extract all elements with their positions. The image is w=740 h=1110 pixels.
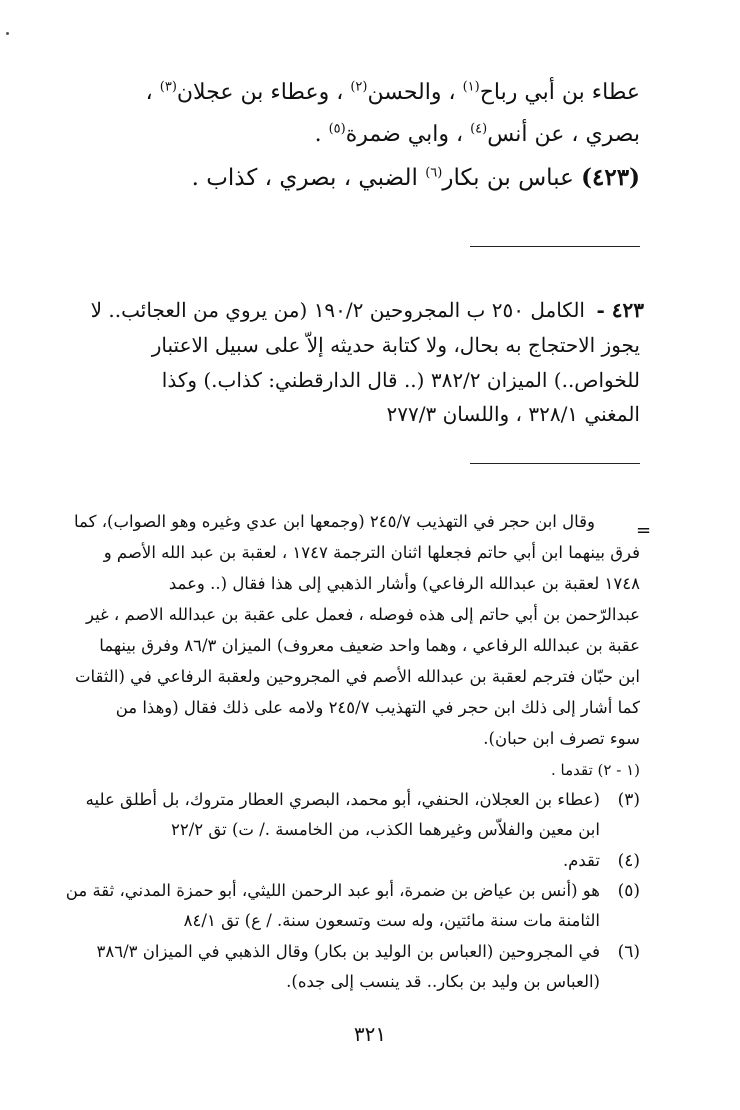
footnote-ref[interactable]: (٢) <box>350 79 368 95</box>
footnote-ref[interactable]: (٤) <box>470 121 488 137</box>
footnote-ref[interactable]: (٣) <box>159 79 177 95</box>
footnote-ref[interactable]: (١) <box>462 79 480 95</box>
main-text-segment: عباس بن بكار <box>442 165 574 191</box>
footnote-ref[interactable]: (٥) <box>328 121 346 137</box>
main-text-segment: ، والحسن <box>367 80 456 105</box>
annotation-line: الكامل ٢٥٠ ب المجروحين ١٩٠/٢ (من يروي من العجائب.. لا <box>90 298 585 322</box>
footnote-6-line: (العباس بن وليد بن بكار.. قد ينسب إلى جده). <box>286 972 600 991</box>
annotation-line: للخواص..) الميزان ٣٨٢/٢ (.. قال الدارقطني: كذاب.) وكذا <box>161 368 640 392</box>
footnote-ref[interactable]: (٦) <box>425 165 443 181</box>
footnote-3-marker: (٣) <box>617 790 640 810</box>
page-number: ٣٢١ <box>353 1022 387 1046</box>
footnote-continuation-line: وقال ابن حجر في التهذيب ٢٤٥/٧ (وجمعها ابن عدي وغيره وهو الصواب)، كما <box>74 512 595 531</box>
footnote-continuation-line: عقبة بن عبدالله الرفاعي ، وهما واحد ضعيف معروف) الميزان ٨٦/٣ وفرق بينهما <box>99 636 640 655</box>
annotation-line: المغني ٣٢٨/١ ، واللسان ٢٧٧/٣ <box>386 402 640 426</box>
separator-rule <box>470 246 640 247</box>
main-text-segment: عطاء بن أبي رباح <box>479 80 640 105</box>
annotation-label: ٤٢٣ - <box>596 298 644 322</box>
main-text-segment: . <box>314 122 322 147</box>
main-text-segment: الضبي ، بصري ، كذاب . <box>191 165 418 191</box>
main-text-line-2 <box>314 121 640 147</box>
page-edge-mark <box>6 32 9 35</box>
main-text-segment: ، وعطاء بن عجلان <box>176 80 344 105</box>
footnote-5-line: الثامنة مات سنة مائتين، وله ست وتسعون سنة. / ع) تق ٨٤/١ <box>183 911 600 930</box>
annotation-line: يجوز الاحتجاج به بحال، ولا كتابة حديثه إلاّ على سبيل الاعتبار <box>151 333 640 357</box>
footnote-6-marker: (٦) <box>617 942 640 962</box>
footnote-4-text: تقدم. <box>562 851 600 870</box>
separator-rule <box>470 463 640 464</box>
footnote-3-line: ابن معين والفلاّس وغيرهما الكذب، من الخامسة ./ ت) تق ٢٢/٢ <box>170 820 600 839</box>
footnote-continuation-line: عبدالرّحمن بن أبي حاتم إلى هذه فوصله ، فعمل على عقبة بن عبدالله الاصم ، غير <box>85 605 640 624</box>
footnote-continuation-line: كما أشار إلى ذلك ابن حجر في التهذيب ٢٤٥/٧ ولامه على ذلك فقال (وهذا من <box>115 698 640 717</box>
footnote-3-line: (عطاء بن العجلان، الحنفي، أبو محمد، البصري العطار متروك، بل أطلق عليه <box>85 790 600 809</box>
footnote-1-2: (١ - ٢) تقدما . <box>551 761 640 779</box>
footnote-continuation-line: سوء تصرف ابن حبان). <box>483 729 640 748</box>
entry-423-line <box>192 166 640 190</box>
continuation-marker: = <box>636 520 652 541</box>
main-text-segment: ، <box>145 80 153 105</box>
footnote-5-marker: (٥) <box>617 881 640 901</box>
main-text-segment: بصري ، عن أنس <box>487 122 640 147</box>
footnote-5-line: هو (أنس بن عياض بن ضمرة، أبو عبد الرحمن الليثي، أبو حمزة المدني، ثقة من <box>65 881 600 900</box>
entry-number: (٤٢٣) <box>581 164 640 191</box>
footnote-continuation-line: ١٧٤٨ لعقبة بن عبدالله الرفاعي) وأشار الذهبي إلى هذا فقال (.. وعمد <box>168 574 640 593</box>
main-text-segment: ، وابي ضمرة <box>345 122 464 147</box>
footnote-6-line: في المجروحين (العباس بن الوليد بن بكار) وقال الذهبي في الميزان ٣٨٦/٣ <box>96 942 600 961</box>
footnote-4-marker: (٤) <box>617 851 640 871</box>
footnote-continuation-line: ابن حبّان فترجم لعقبة بن عبدالله الأصم في المجروحين ولعقبة الرفاعي في (الثقات <box>74 667 640 686</box>
footnote-continuation-line: فرق بينهما ابن أبي حاتم فجعلها اثنان الترجمة ١٧٤٧ ، لعقبة بن عبد الله الأصم و <box>103 543 640 562</box>
main-text-line-1 <box>145 79 640 105</box>
